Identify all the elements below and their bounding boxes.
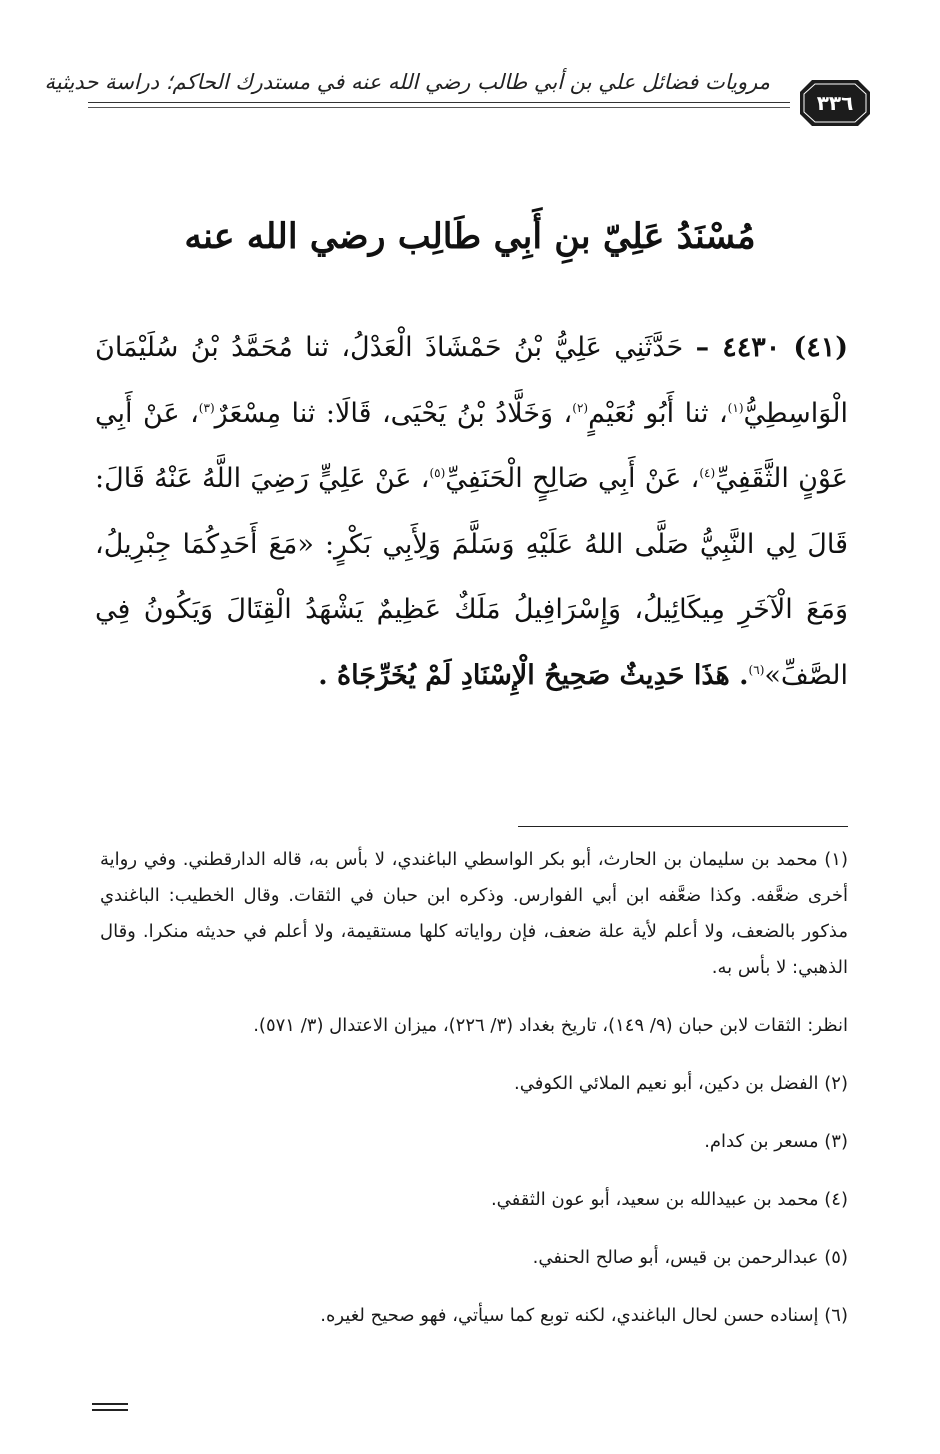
running-header: [44, 62, 870, 122]
hadith-text-part-4: ، عَنْ أَبِي عَوْنٍ الثَّقَفِيِّ: [95, 397, 848, 494]
hadith-text-part-6: ، عَنْ عَلِيٍّ رَضِيَ اللَّهُ عَنْهُ قَالَ: قَالَ لِي النَّبِيُّ صَلَّى اللهُ عَلَيْهِ وَسَلَّمَ وَلِأَبِي بَكْرٍ: «مَعَ أَحَدِكُمَا جِبْرِيلُ، وَمَعَ الْآخَرِ مِيكَائِيلُ، وَإِسْرَافِيلُ مَلَكٌ عَظِيمٌ يَشْهَدُ الْقِتَالَ وَيَكُونُ فِي الصَّفِّ»: [95, 463, 848, 691]
hadith-text-part-2: ، ثنا أَبُو نُعَيْمٍ: [588, 397, 728, 429]
footnote-ref-3: (٣): [198, 400, 215, 415]
running-title: مرويات فضائل علي بن أبي طالب رضي الله عنه في مستدرك الحاكم؛ دراسة حديثية: [44, 70, 770, 94]
footnote-3: (٣) مسعر بن كدام.: [704, 1131, 848, 1152]
header-rule-secondary: [88, 107, 790, 108]
footnote-ref-1: (١): [727, 400, 744, 415]
footnote-ref-5: (٥): [429, 466, 446, 480]
footnote-separator: [518, 826, 848, 827]
footnote-5: (٥) عبدالرحمن بن قيس، أبو صالح الحنفي.: [532, 1247, 848, 1268]
footnote-6: (٦) إسناده حسن لحال الباغندي، لكنه توبع كما سيأتي، فهو صحيح لغيره.: [320, 1305, 848, 1326]
footnote-2: (٢) الفضل بن دكين، أبو نعيم الملائي الكوفي.: [514, 1073, 848, 1094]
header-rule: [88, 102, 790, 103]
hadith-text-part-1: حَدَّثَنِي عَلِيُّ بْنُ حَمْشَاذَ الْعَدْلُ، ثنا مُحَمَّدُ بْنُ سُلَيْمَانَ الْوَاسِطِيُّ: [95, 332, 848, 429]
footnote-ref-6: (٦): [748, 662, 765, 677]
section-title: مُسْنَدُ عَلِيّ بنِ أَبِي طَالِب رضي الله عنه: [184, 216, 756, 257]
page-number: ٣٣٦: [816, 91, 854, 115]
footnotes: [100, 842, 848, 1334]
footnote-1-references: انظر: الثقات لابن حبان (٩/ ١٤٩)، تاريخ بغداد (٣/ ٢٢٦)، ميزان الاعتدال (٣/ ٥٧١).: [253, 1015, 848, 1036]
hadith-text: [95, 315, 848, 708]
footnote-ref-2: (٢): [572, 400, 589, 415]
hadith-text-part-5: ، عَنْ أَبِي صَالِحٍ الْحَنَفِيِّ: [445, 463, 700, 494]
hadith-text-part-3: ، وَخَلَّادُ بْنُ يَحْيَى، قَالَا: ثنا مِسْعَرٌ: [214, 397, 573, 429]
footnote-4: (٤) محمد بن عبيدالله بن سعيد، أبو عون الثقفي.: [490, 1189, 848, 1210]
footnote-1: (١) محمد بن سليمان بن الحارث، أبو بكر الواسطي الباغندي، لا بأس به، قاله الدارقطني. وفي رواية أخرى ضعَّفه. وكذا ضعَّفه ابن أبي الفوارس. وذكره ابن حبان في الثقات. وقال الخطيب: الباغندي مذكور بالضعف، ولا أعلم لأية علة ضعف، فإن رواياته كلها مستقيمة، ولا أعلم في حديثه منكرا. وقال الذهبي: لا بأس به.: [100, 849, 848, 978]
page-end-mark: [92, 1403, 128, 1411]
hadith-verdict: . هَذَا حَدِيثٌ صَحِيحُ الْإِسْنَادِ لَمْ يُخَرِّجَاهُ .: [318, 659, 749, 691]
hadith-number: (٤١) ٤٤٣٠ –: [695, 332, 848, 363]
footnote-ref-4: (٤): [699, 466, 716, 480]
page-number-badge: [800, 80, 870, 126]
